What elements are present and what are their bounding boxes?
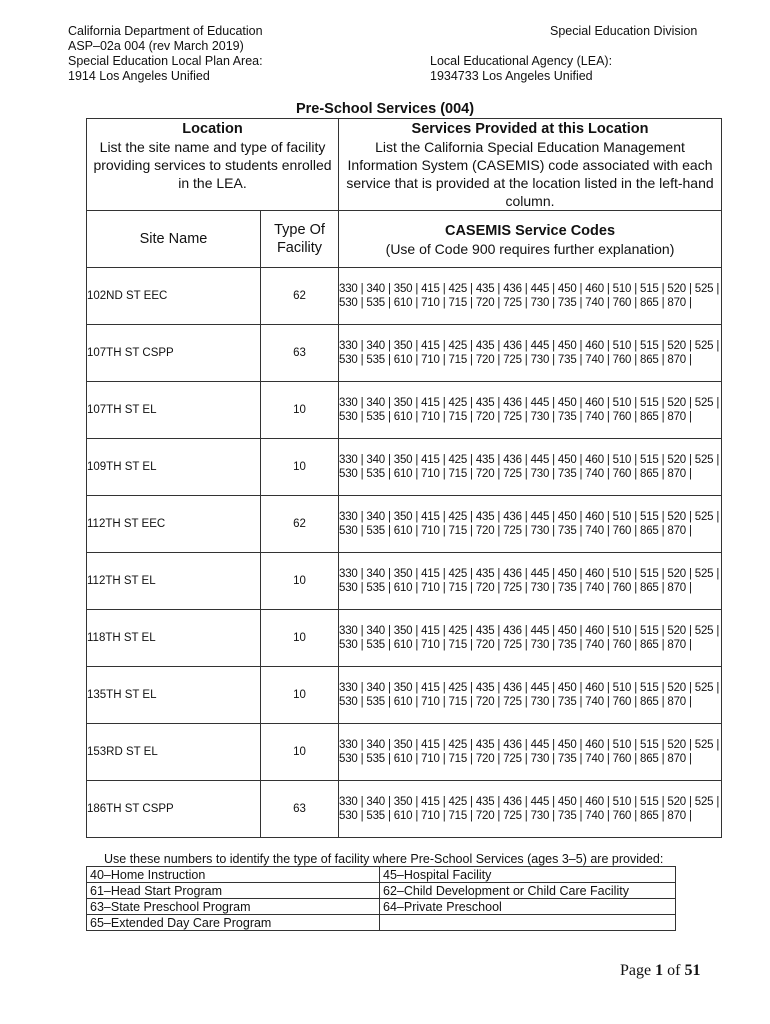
service-codes-line: 330 | 340 | 350 | 415 | 425 | 435 | 436 | 445 | 450 | 460 | 510 | 515 | 520 | 525 | xyxy=(339,738,720,751)
service-codes-line: 330 | 340 | 350 | 415 | 425 | 435 | 436 | 445 | 450 | 460 | 510 | 515 | 520 | 525 | xyxy=(339,795,720,808)
services-header-title: Services Provided at this Location xyxy=(411,121,649,137)
header-lea-label: Local Educational Agency (LEA): xyxy=(430,54,613,68)
facility-type-cell: 63 xyxy=(261,325,339,382)
service-codes-line: 330 | 340 | 350 | 415 | 425 | 435 | 436 | 445 | 450 | 460 | 510 | 515 | 520 | 525 | xyxy=(339,681,720,694)
legend-intro: Use these numbers to identify the type of facility where Pre-School Services (ages 3–5) are provided: xyxy=(104,852,664,866)
header-selpa-value: 1914 Los Angeles Unified xyxy=(68,69,210,83)
page-prefix: Page xyxy=(620,962,656,979)
service-codes-line: 330 | 340 | 350 | 415 | 425 | 435 | 436 | 445 | 450 | 460 | 510 | 515 | 520 | 525 | xyxy=(339,567,720,580)
codes-header-note: (Use of Code 900 requires further explanation) xyxy=(385,240,675,257)
service-codes-line: 530 | 535 | 610 | 710 | 715 | 720 | 725 | 730 | 735 | 740 | 760 | 865 | 870 | xyxy=(339,639,692,651)
service-codes-line: 530 | 535 | 610 | 710 | 715 | 720 | 725 | 730 | 735 | 740 | 760 | 865 | 870 | xyxy=(339,810,692,822)
site-name-cell: 102ND ST EEC xyxy=(87,268,261,325)
table-row xyxy=(87,268,722,325)
page-number xyxy=(620,962,700,980)
facility-type-cell: 63 xyxy=(261,781,339,838)
column-header-casemis-codes xyxy=(339,211,722,268)
legend-item: 62–Child Development or Child Care Facility xyxy=(380,883,676,899)
table-row xyxy=(87,496,722,553)
services-header-text: List the California Special Education Management Information System (CASEMIS) code associated with each service that is provided at the location listed in the left-hand column. xyxy=(346,139,714,209)
service-codes-cell xyxy=(339,325,722,382)
table-row xyxy=(87,724,722,781)
location-header-title: Location xyxy=(182,121,243,137)
facility-type-cell: 10 xyxy=(261,439,339,496)
service-codes-line: 530 | 535 | 610 | 710 | 715 | 720 | 725 | 730 | 735 | 740 | 760 | 865 | 870 | xyxy=(339,297,692,309)
facility-type-cell: 62 xyxy=(261,268,339,325)
service-codes-cell xyxy=(339,382,722,439)
page-of: of xyxy=(663,962,685,979)
service-codes-line: 530 | 535 | 610 | 710 | 715 | 720 | 725 | 730 | 735 | 740 | 760 | 865 | 870 | xyxy=(339,753,692,765)
service-codes-line: 530 | 535 | 610 | 710 | 715 | 720 | 725 | 730 | 735 | 740 | 760 | 865 | 870 | xyxy=(339,525,692,537)
facility-type-cell: 10 xyxy=(261,610,339,667)
legend-item: 64–Private Preschool xyxy=(380,899,676,915)
header-selpa-label: Special Education Local Plan Area: xyxy=(68,54,263,68)
service-codes-cell xyxy=(339,553,722,610)
legend-row xyxy=(87,883,676,899)
service-codes-line: 330 | 340 | 350 | 415 | 425 | 435 | 436 | 445 | 450 | 460 | 510 | 515 | 520 | 525 | xyxy=(339,624,720,637)
header-lea-value: 1934733 Los Angeles Unified xyxy=(430,69,593,83)
service-codes-line: 330 | 340 | 350 | 415 | 425 | 435 | 436 | 445 | 450 | 460 | 510 | 515 | 520 | 525 | xyxy=(339,282,720,295)
legend-item: 45–Hospital Facility xyxy=(380,867,676,883)
legend-item: 65–Extended Day Care Program xyxy=(87,915,380,931)
service-codes-cell xyxy=(339,610,722,667)
table-row xyxy=(87,553,722,610)
legend-row xyxy=(87,899,676,915)
service-codes-line: 330 | 340 | 350 | 415 | 425 | 435 | 436 | 445 | 450 | 460 | 510 | 515 | 520 | 525 | xyxy=(339,510,720,523)
table-row xyxy=(87,781,722,838)
site-name-cell: 109TH ST EL xyxy=(87,439,261,496)
legend-item: 63–State Preschool Program xyxy=(87,899,380,915)
page-total: 51 xyxy=(684,962,701,979)
service-codes-line: 530 | 535 | 610 | 710 | 715 | 720 | 725 | 730 | 735 | 740 | 760 | 865 | 870 | xyxy=(339,696,692,708)
service-codes-line: 530 | 535 | 610 | 710 | 715 | 720 | 725 | 730 | 735 | 740 | 760 | 865 | 870 | xyxy=(339,468,692,480)
legend-item: 61–Head Start Program xyxy=(87,883,380,899)
service-codes-line: 330 | 340 | 350 | 415 | 425 | 435 | 436 | 445 | 450 | 460 | 510 | 515 | 520 | 525 | xyxy=(339,396,720,409)
table-row xyxy=(87,439,722,496)
service-codes-line: 530 | 535 | 610 | 710 | 715 | 720 | 725 | 730 | 735 | 740 | 760 | 865 | 870 | xyxy=(339,354,692,366)
service-codes-line: 530 | 535 | 610 | 710 | 715 | 720 | 725 | 730 | 735 | 740 | 760 | 865 | 870 | xyxy=(339,411,692,423)
table-row xyxy=(87,382,722,439)
site-name-cell: 112TH ST EEC xyxy=(87,496,261,553)
service-codes-cell xyxy=(339,496,722,553)
site-name-cell: 135TH ST EL xyxy=(87,667,261,724)
table-row xyxy=(87,325,722,382)
facility-type-cell: 10 xyxy=(261,724,339,781)
facility-type-cell: 10 xyxy=(261,553,339,610)
facility-type-cell: 10 xyxy=(261,382,339,439)
page-title: Pre-School Services (004) xyxy=(295,101,475,117)
site-name-cell: 186TH ST CSPP xyxy=(87,781,261,838)
service-codes-cell xyxy=(339,781,722,838)
header-agency: California Department of Education xyxy=(68,24,263,38)
facility-type-cell: 10 xyxy=(261,667,339,724)
column-header-type-of-facility: Type Of Facility xyxy=(261,211,339,268)
site-name-cell: 153RD ST EL xyxy=(87,724,261,781)
codes-header-title: CASEMIS Service Codes xyxy=(444,222,616,239)
column-header-site-name: Site Name xyxy=(87,211,261,268)
service-codes-cell xyxy=(339,268,722,325)
table-row xyxy=(87,667,722,724)
page-current: 1 xyxy=(655,962,664,979)
table-row xyxy=(87,610,722,667)
facility-type-cell: 62 xyxy=(261,496,339,553)
legend-item: 40–Home Instruction xyxy=(87,867,380,883)
service-codes-cell xyxy=(339,667,722,724)
header-left xyxy=(68,24,263,84)
location-header-text: List the site name and type of facility providing services to students enrolled in the LEA. xyxy=(93,139,332,191)
site-name-cell: 112TH ST EL xyxy=(87,553,261,610)
location-header xyxy=(87,119,339,211)
service-codes-line: 530 | 535 | 610 | 710 | 715 | 720 | 725 | 730 | 735 | 740 | 760 | 865 | 870 | xyxy=(339,582,692,594)
service-codes-cell xyxy=(339,439,722,496)
header-division: Special Education Division xyxy=(550,24,698,38)
service-codes-cell xyxy=(339,724,722,781)
services-header xyxy=(339,119,722,211)
legend-row xyxy=(87,867,676,883)
header-right xyxy=(430,24,698,84)
services-table xyxy=(86,118,722,838)
service-codes-line: 330 | 340 | 350 | 415 | 425 | 435 | 436 | 445 | 450 | 460 | 510 | 515 | 520 | 525 | xyxy=(339,453,720,466)
facility-type-legend xyxy=(86,866,676,931)
site-name-cell: 107TH ST CSPP xyxy=(87,325,261,382)
site-name-cell: 118TH ST EL xyxy=(87,610,261,667)
service-codes-line: 330 | 340 | 350 | 415 | 425 | 435 | 436 | 445 | 450 | 460 | 510 | 515 | 520 | 525 | xyxy=(339,339,720,352)
legend-item xyxy=(380,915,676,931)
site-name-cell: 107TH ST EL xyxy=(87,382,261,439)
header-form-id: ASP–02a 004 (rev March 2019) xyxy=(68,39,244,53)
legend-row xyxy=(87,915,676,931)
